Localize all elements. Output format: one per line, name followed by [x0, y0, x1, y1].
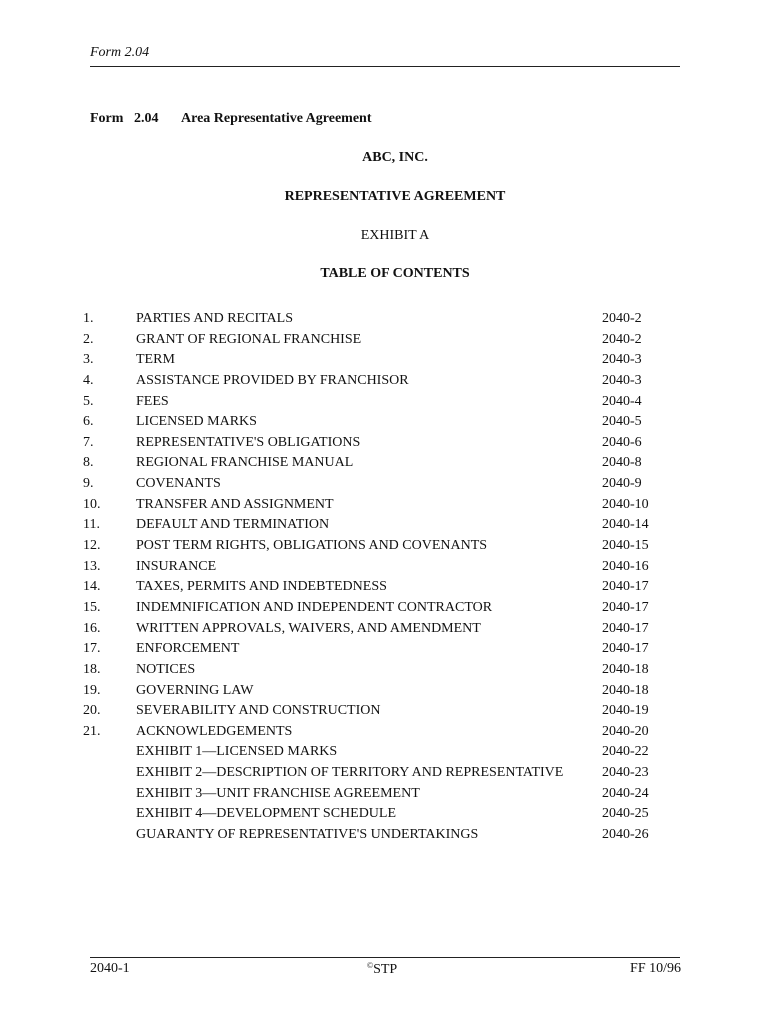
toc-title: FEES [136, 393, 169, 409]
table-of-contents [83, 310, 673, 847]
toc-page-number: 2040-17 [602, 641, 649, 657]
toc-page-number: 2040-23 [602, 765, 649, 781]
toc-page-number: 2040-14 [602, 517, 649, 533]
toc-row [83, 537, 673, 558]
footer-copyright [367, 961, 397, 978]
toc-title: PARTIES AND RECITALS [136, 311, 293, 326]
toc-number: 15. [83, 599, 101, 615]
toc-title: EXHIBIT 1—LICENSED MARKS [136, 744, 338, 760]
toc-number: 8. [83, 455, 94, 471]
toc-number: 12. [83, 538, 101, 554]
form-word: Form [90, 111, 124, 126]
toc-title: COVENANTS [136, 476, 221, 492]
toc-number: 3. [83, 352, 94, 368]
toc-number: 5. [83, 393, 94, 409]
toc-title: ENFORCEMENT [136, 641, 240, 657]
footer-rule [90, 957, 680, 958]
toc-row [83, 393, 673, 414]
toc-number: 6. [83, 414, 94, 430]
toc-row [83, 785, 673, 806]
toc-title: REPRESENTATIVE'S OBLIGATIONS [136, 434, 361, 450]
toc-row [83, 454, 673, 475]
toc-number: 10. [83, 496, 101, 512]
toc-page-number: 2040-4 [602, 393, 642, 409]
toc-row [83, 578, 673, 599]
toc-number: 20. [83, 703, 101, 719]
toc-page-number: 2040-3 [602, 372, 642, 388]
toc-row [83, 599, 673, 620]
toc-number: 18. [83, 661, 101, 677]
toc-page-number: 2040-2 [602, 331, 642, 347]
toc-title: SEVERABILITY AND CONSTRUCTION [136, 703, 381, 719]
exhibit-label: EXHIBIT A [360, 228, 430, 243]
header-rule [90, 66, 680, 67]
toc-row [83, 743, 673, 764]
toc-title: NOTICES [136, 661, 196, 677]
toc-number: 14. [83, 579, 101, 595]
toc-number: 1. [83, 311, 94, 326]
toc-page-number: 2040-25 [602, 806, 649, 822]
toc-page-number: 2040-22 [602, 744, 649, 760]
toc-number: 13. [83, 558, 101, 574]
form-title [90, 111, 372, 127]
toc-page-number: 2040-26 [602, 827, 649, 843]
toc-title: POST TERM RIGHTS, OBLIGATIONS AND COVENANTS [136, 538, 488, 554]
form-title-text: Area Representative Agreement [181, 111, 372, 126]
toc-number: 19. [83, 682, 101, 698]
toc-page-number: 2040-2 [602, 311, 642, 326]
toc-title: LICENSED MARKS [136, 414, 257, 430]
toc-page-number: 2040-8 [602, 455, 642, 471]
toc-row [83, 558, 673, 579]
toc-row [83, 310, 673, 331]
toc-page-number: 2040-16 [602, 558, 649, 574]
toc-row [83, 475, 673, 496]
agreement-title: REPRESENTATIVE AGREEMENT [284, 189, 506, 204]
toc-page-number: 2040-17 [602, 579, 649, 595]
toc-page-number: 2040-19 [602, 703, 649, 719]
toc-page-number: 2040-18 [602, 682, 649, 698]
toc-page-number: 2040-5 [602, 414, 642, 430]
toc-title: EXHIBIT 2—DESCRIPTION OF TERRITORY AND REPRESENTATIVE [136, 765, 564, 781]
toc-title: INSURANCE [136, 558, 217, 574]
toc-title: EXHIBIT 3—UNIT FRANCHISE AGREEMENT [136, 785, 420, 801]
toc-page-number: 2040-3 [602, 352, 642, 368]
toc-row [83, 434, 673, 455]
toc-row [83, 764, 673, 785]
toc-row [83, 805, 673, 826]
toc-row [83, 496, 673, 517]
toc-title: TERM [136, 352, 175, 368]
toc-page-number: 2040-18 [602, 661, 649, 677]
toc-title: WRITTEN APPROVALS, WAIVERS, AND AMENDMENT [136, 620, 481, 636]
toc-row [83, 640, 673, 661]
form-number: 2.04 [134, 111, 159, 126]
toc-title: ACKNOWLEDGEMENTS [136, 723, 293, 739]
toc-title: INDEMNIFICATION AND INDEPENDENT CONTRACTOR [136, 599, 493, 615]
toc-row [83, 413, 673, 434]
footer-center-text: STP [373, 962, 398, 977]
toc-number: 2. [83, 331, 94, 347]
toc-title: ASSISTANCE PROVIDED BY FRANCHISOR [136, 372, 409, 388]
toc-title: TRANSFER AND ASSIGNMENT [136, 496, 334, 512]
toc-number: 21. [83, 723, 101, 739]
toc-title: GOVERNING LAW [136, 682, 254, 698]
toc-page-number: 2040-17 [602, 620, 649, 636]
toc-number: 9. [83, 476, 94, 492]
toc-title: TAXES, PERMITS AND INDEBTEDNESS [136, 579, 387, 595]
toc-title: GRANT OF REGIONAL FRANCHISE [136, 331, 362, 347]
toc-row [83, 826, 673, 847]
toc-row [83, 331, 673, 352]
footer-revision: FF 10/96 [630, 961, 681, 976]
footer-page-number: 2040-1 [90, 961, 130, 976]
toc-row [83, 682, 673, 703]
toc-number: 17. [83, 641, 101, 657]
company-name: ABC, INC. [362, 150, 428, 165]
toc-page-number: 2040-24 [602, 785, 649, 801]
toc-row [83, 702, 673, 723]
toc-number: 4. [83, 372, 94, 388]
toc-number: 11. [83, 517, 100, 533]
toc-page-number: 2040-15 [602, 538, 649, 554]
toc-title: REGIONAL FRANCHISE MANUAL [136, 455, 354, 471]
toc-row [83, 723, 673, 744]
toc-row [83, 372, 673, 393]
toc-row [83, 661, 673, 682]
toc-number: 16. [83, 620, 101, 636]
toc-row [83, 516, 673, 537]
toc-title: GUARANTY OF REPRESENTATIVE'S UNDERTAKINGS [136, 827, 479, 843]
toc-page-number: 2040-10 [602, 496, 649, 512]
toc-page-number: 2040-20 [602, 723, 649, 739]
running-head: Form 2.04 [90, 45, 150, 60]
toc-title: DEFAULT AND TERMINATION [136, 517, 330, 533]
toc-title: EXHIBIT 4—DEVELOPMENT SCHEDULE [136, 806, 397, 822]
toc-row [83, 351, 673, 372]
copyright-symbol: © [367, 961, 374, 970]
toc-heading: TABLE OF CONTENTS [320, 266, 470, 281]
toc-page-number: 2040-9 [602, 476, 642, 492]
toc-page-number: 2040-6 [602, 434, 642, 450]
toc-number: 7. [83, 434, 94, 450]
toc-page-number: 2040-17 [602, 599, 649, 615]
toc-row [83, 620, 673, 641]
